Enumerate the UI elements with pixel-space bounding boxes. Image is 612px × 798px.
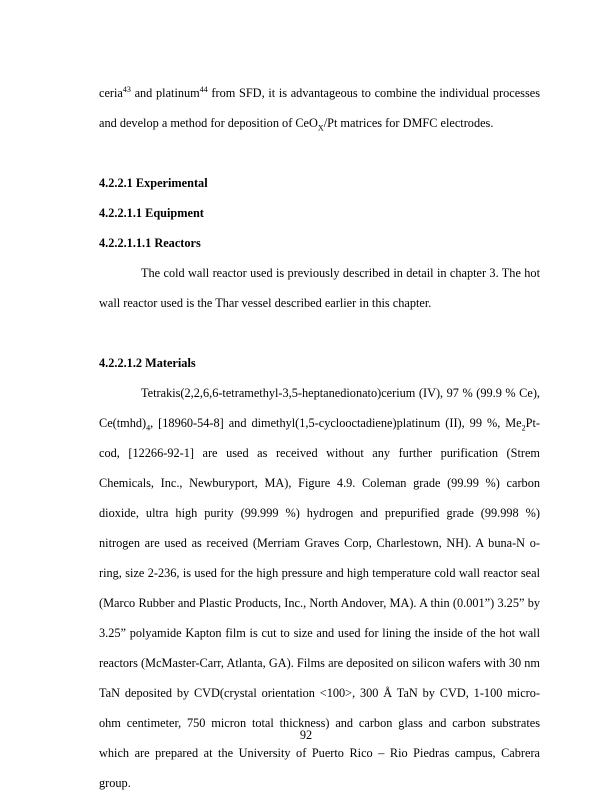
paragraph-text-part4: /Pt matrices for DMFC electrodes. [323,116,494,130]
subscript-2: 2 [521,423,526,433]
heading-experimental: 4.2.2.1 Experimental [99,176,208,190]
page-number: 92 [299,728,313,742]
spacer-2 [99,318,540,348]
paragraph-text-part3: from SFD, it is advantageous to combine the individual processes and develop a method for deposition of CeO [99,86,540,130]
spacer [99,138,540,168]
paragraph-text-part2: and platinum [130,86,200,100]
subscript-4: 4 [146,423,151,433]
footnote-marker-44: 44 [199,84,208,94]
materials-text-part1: Tetrakis(2,2,6,6-tetramethyl-3,5-heptanedionato)cerium (IV), 97 % (99.9 % Ce), Ce(tmhd) [99,386,540,430]
paragraph-reactors: The cold wall reactor used is previously described in detail in chapter 3. The hot wall reactor used is the Thar vessel described earlier in this chapter. [99,266,540,310]
materials-text-part3: Pt-cod, [12266-92-1] are used as received without any further purification (Strem Chemicals, Inc., Newburyport, MA), Figure 4.9. Coleman grade (99.99 %) carbon dioxide, ultra high purity (99.999 %) hydrogen and prepurified grade (99.998 %) nitrogen are used as received (Merriam Graves Corp, Charlestown, NH). A buna-N o-ring, size 2-236, is used for the high pressure and high temperature cold wall reactor seal (Marco Rubber and Plastic Products, Inc., North Andover, MA). A thin (0.001”) 3.25” by 3.25” polyamide Kapton film is cut to size and used for lining the inside of the hot wall reactors (McMaster-Carr, Atlanta, GA). Films are deposited on silicon wafers with 30 nm TaN deposited by CVD(crystal orientation <100>, 300 Å TaN by CVD, 1-100 micro-ohm centimeter, 750 micron total thickness) and carbon glass and carbon substrates which are prepared at the University of Puerto Rico – Rio Piedras campus, Cabrera group. [99,416,540,790]
heading-equipment: 4.2.2.1.1 Equipment [99,206,204,220]
footnote-marker-43: 43 [122,84,131,94]
paragraph-text-part1: ceria [99,86,123,100]
heading-reactors: 4.2.2.1.1.1 Reactors [99,236,201,250]
materials-text-part2: , [18960-54-8] and dimethyl(1,5-cyclooctadiene)platinum (II), 99 %, Me [150,416,522,430]
page-content [99,78,540,798]
heading-materials: 4.2.2.1.2 Materials [99,356,196,370]
paragraph-continuation [99,78,540,138]
subscript-x: X [317,123,324,133]
